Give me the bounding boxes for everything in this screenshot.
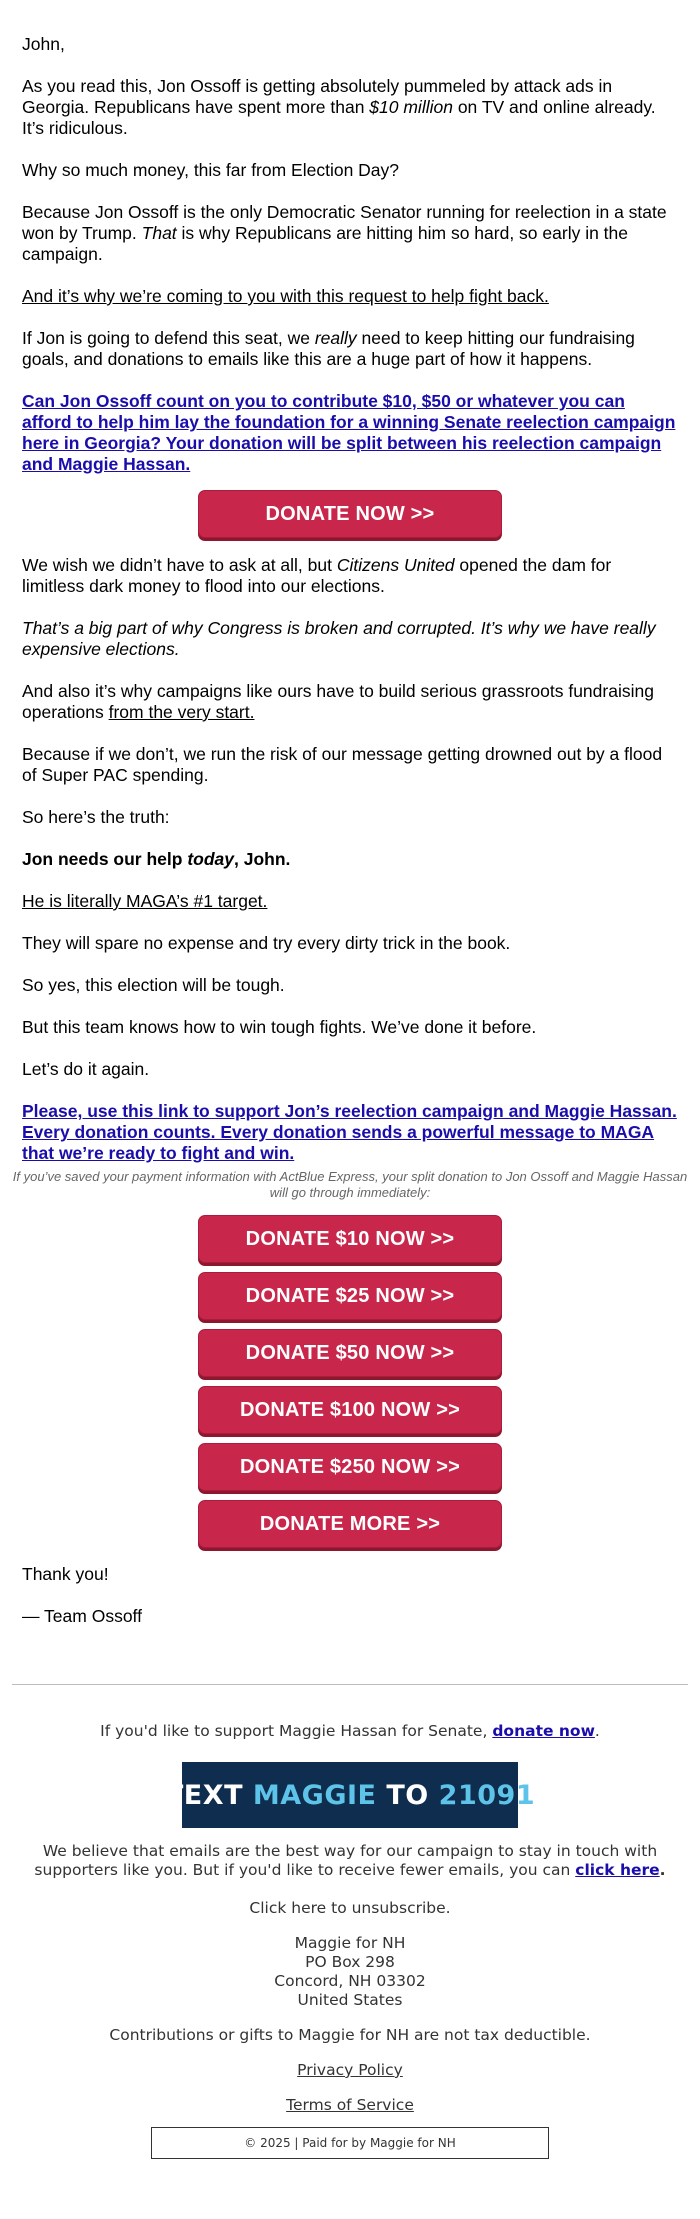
paragraph-dirty-trick: They will spare no expense and try every dirty trick in the book. (22, 933, 511, 953)
paragraph-win-fights: But this team knows how to win tough fights. We’ve done it before. (22, 1017, 537, 1037)
paragraph-grassroots: And also it’s why campaigns like ours have to build serious grassroots fundraising operations from the very start. (22, 681, 654, 722)
fewer-emails-link[interactable]: click here (575, 1861, 660, 1879)
thanks: Thank you! (22, 1564, 109, 1584)
donate-10-button[interactable]: DONATE $10 NOW >> (198, 1215, 502, 1263)
paragraph-congress-broken: That’s a big part of why Congress is broken and corrupted. It’s why we have really expensive elections. (22, 618, 656, 659)
paid-for-disclaimer: © 2025 | Paid for by Maggie for NH (151, 2127, 549, 2159)
paragraph-why-money: Why so much money, this far from Election Day? (22, 160, 400, 180)
donate-now-button[interactable]: DONATE NOW >> (198, 490, 502, 538)
privacy-policy-link[interactable]: Privacy Policy (297, 2061, 403, 2079)
address-line-1: Maggie for NH (294, 1934, 406, 1952)
paragraph-only-senator: Because Jon Ossoff is the only Democratic Senator running for reelection in a state won by Trump. That is why Republicans are hitting him so hard, so early in the campaign. (22, 202, 667, 264)
donate-100-button[interactable]: DONATE $100 NOW >> (198, 1386, 502, 1434)
paragraph-do-again: Let’s do it again. (22, 1059, 150, 1079)
signoff: — Team Ossoff (22, 1606, 142, 1626)
greeting: John, (22, 34, 65, 54)
donate-25-button[interactable]: DONATE $25 NOW >> (198, 1272, 502, 1320)
donate-more-button[interactable]: DONATE MORE >> (198, 1500, 502, 1548)
fewer-emails-text: We believe that emails are the best way for our campaign to stay in touch with supporters like you. But if you'd like to receive fewer emails, you can click here. (34, 1842, 666, 1879)
actblue-express-note: If you’ve saved your payment information with ActBlue Express, your split donation to Jon Ossoff and Maggie Hassan will go through immediately: (12, 1169, 688, 1200)
terms-of-service-link[interactable]: Terms of Service (286, 2096, 414, 2114)
donate-now-link[interactable]: donate now (492, 1722, 595, 1740)
donate-50-button[interactable]: DONATE $50 NOW >> (198, 1329, 502, 1377)
tax-note: Contributions or gifts to Maggie for NH are not tax deductible. (109, 2026, 591, 2044)
paragraph-maga-target: He is literally MAGA’s #1 target. (22, 891, 268, 911)
paragraph-super-pac: Because if we don’t, we run the risk of our message getting drowned out by a flood of Super PAC spending. (22, 744, 663, 785)
donate-250-button[interactable]: DONATE $250 NOW >> (198, 1443, 502, 1491)
address-line-2: PO Box 298 (305, 1953, 395, 1971)
support-link[interactable]: Please, use this link to support Jon’s reelection campaign and Maggie Hassan. Every donation counts. Every donation sends a powerful message to MAGA that we’re ready to fight and win. (22, 1101, 677, 1163)
address-line-3: Concord, NH 03302 (274, 1972, 426, 1990)
paragraph-help-today: Jon needs our help today, John. (22, 849, 291, 869)
unsubscribe-link[interactable]: Click here to unsubscribe. (249, 1899, 451, 1917)
paragraph-fight-back: And it’s why we’re coming to you with this request to help fight back. (22, 286, 549, 306)
support-hassan-line: If you'd like to support Maggie Hassan for Senate, donate now. (100, 1722, 600, 1740)
paragraph-truth: So here’s the truth: (22, 807, 170, 827)
footer-divider (12, 1684, 688, 1685)
paragraph-citizens-united: We wish we didn’t have to ask at all, but Citizens United opened the dam for limitless dark money to flood into our elections. (22, 555, 612, 596)
paragraph-defend-seat: If Jon is going to defend this seat, we really need to keep hitting our fundraising goals, and donations to emails like this are a huge part of how it happens. (22, 328, 635, 369)
address-line-4: United States (297, 1991, 403, 2009)
contribute-link[interactable]: Can Jon Ossoff count on you to contribute $10, $50 or whatever you can afford to help him lay the foundation for a winning Senate reelection campaign here in Georgia? Your donation will be split between his reelection campaign and Maggie Hassan. (22, 391, 676, 474)
paragraph-attack-ads: As you read this, Jon Ossoff is getting absolutely pummeled by attack ads in Georgia. Republicans have spent more than $10 million on TV and online already. It’s ridiculous. (22, 76, 656, 138)
paragraph-tough: So yes, this election will be tough. (22, 975, 285, 995)
text-maggie-banner[interactable]: TEXT MAGGIE TO 21091 (182, 1762, 518, 1828)
